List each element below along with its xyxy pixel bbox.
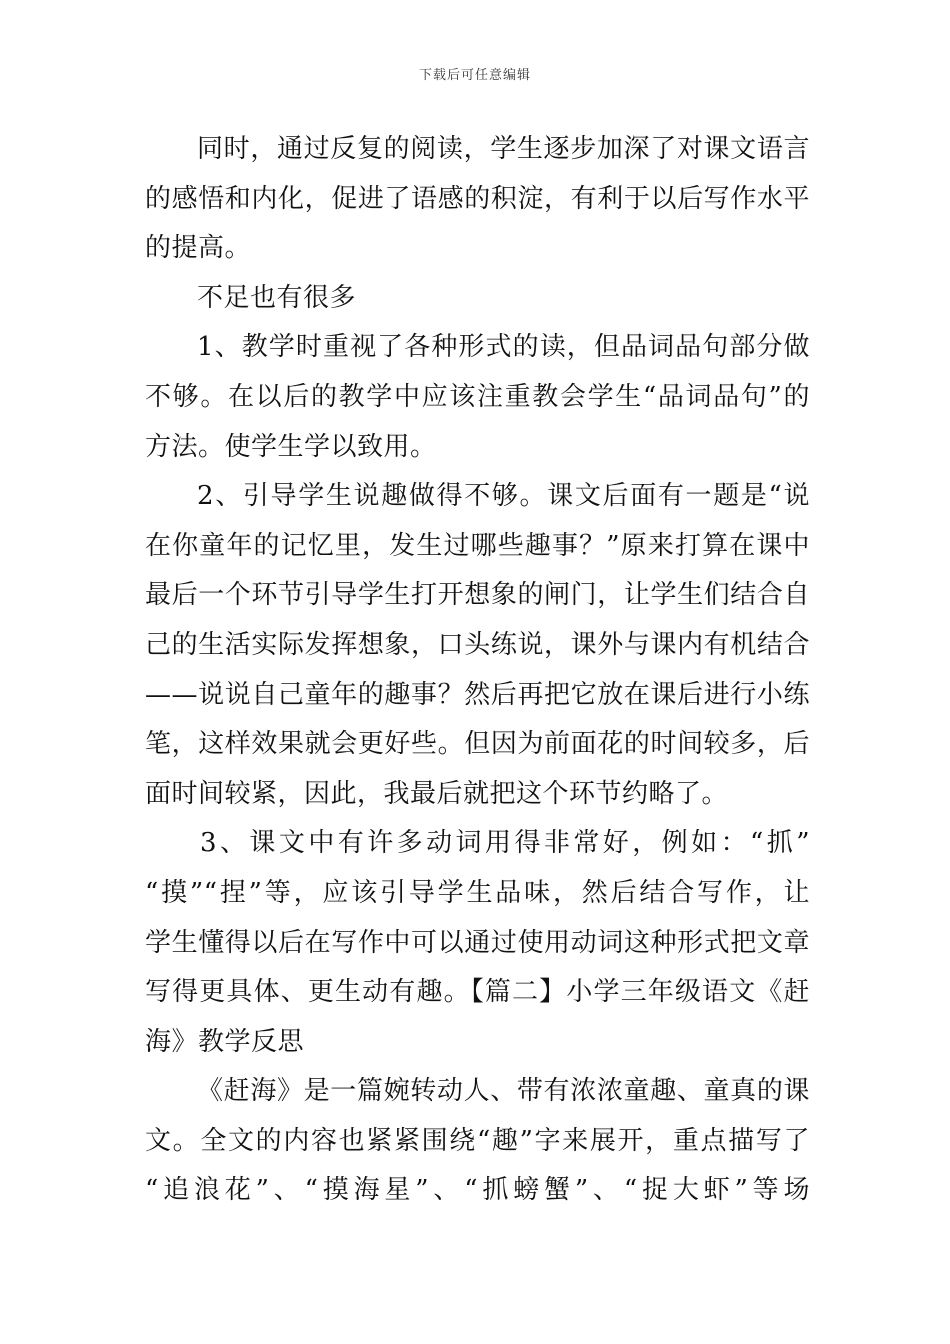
text-line: ——说说自己童年的趣事？然后再把它放在课后进行小练 [145, 679, 810, 710]
text-line: 1、教学时重视了各种形式的读，但品词品句部分做 [197, 332, 810, 363]
text-line: 的提高。 [145, 233, 252, 264]
text-line: 在你童年的记忆里，发生过哪些趣事？”原来打算在课中 [145, 530, 810, 561]
text-line: 方法。使学生学以致用。 [145, 431, 437, 462]
text-line: 面时间较紧，因此，我最后就把这个环节约略了。 [145, 778, 729, 809]
text-line: 写得更具体、更生动有趣。【篇二】小学三年级语文《赶 [145, 977, 810, 1008]
text-line: 最后一个环节引导学生打开想象的闸门，让学生们结合自 [145, 580, 810, 611]
text-line: 文。全文的内容也紧紧围绕“趣”字来展开，重点描写了 [145, 1125, 810, 1156]
text-line: 海》教学反思 [145, 1026, 305, 1057]
text-line: 笔，这样效果就会更好些。但因为前面花的时间较多，后 [145, 729, 810, 760]
text-line: “追浪花”、“摸海星”、“抓螃蟹”、“捉大虾”等场 [145, 1175, 810, 1206]
text-line: 的感悟和内化，促进了语感的积淀，有利于以后写作水平 [145, 183, 810, 214]
text-line: “摸”“捏”等，应该引导学生品味，然后结合写作，让 [145, 877, 810, 908]
text-line: 2、引导学生说趣做得不够。课文后面有一题是“说 [197, 481, 810, 512]
text-line: 学生懂得以后在写作中可以通过使用动词这种形式把文章 [145, 927, 810, 958]
text-line: 己的生活实际发挥想象，口头练说，课外与课内有机结合 [145, 629, 810, 660]
page-header: 下载后可任意编辑 [418, 68, 531, 83]
document-body [145, 125, 810, 1216]
text-line: 不够。在以后的教学中应该注重教会学生“品词品句”的 [145, 381, 810, 412]
text-line: 3、课文中有许多动词用得非常好，例如：“抓” [200, 828, 810, 859]
text-line: 同时，通过反复的阅读，学生逐步加深了对课文语言 [197, 134, 810, 164]
text-line: 《赶海》是一篇婉转动人、带有浓浓童趣、童真的课 [197, 1076, 810, 1107]
section-heading: 不足也有很多 [197, 282, 357, 313]
